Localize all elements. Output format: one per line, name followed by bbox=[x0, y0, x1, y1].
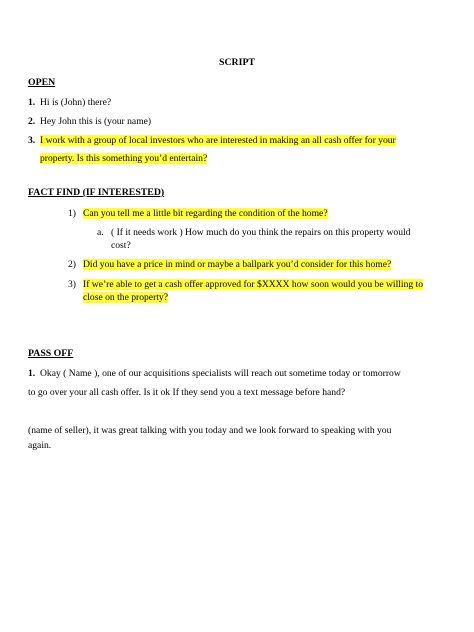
highlight: property. Is this something you’d entertain? bbox=[40, 153, 208, 164]
fact-item-2-text bbox=[83, 258, 391, 271]
section-heading-pass-off: PASS OFF bbox=[28, 348, 74, 359]
open-item-3-line-1 bbox=[40, 134, 396, 147]
fact-item-3-number: 3) bbox=[68, 279, 76, 290]
highlight: Did you have a price in mind or maybe a ballpark you’d consider for this home? bbox=[83, 259, 392, 270]
open-item-1-text: Hi is (John) there? bbox=[40, 97, 112, 108]
highlight: I work with a group of local investors who are interested in making an all cash offer for your bbox=[40, 135, 396, 146]
open-item-3-number: 3. bbox=[28, 135, 36, 146]
pass-off-item-number: 1. bbox=[28, 368, 36, 379]
section-heading-fact-find: FACT FIND (IF INTERESTED) bbox=[28, 187, 165, 198]
section-heading-open: OPEN bbox=[28, 77, 56, 88]
open-item-3-line-2 bbox=[40, 152, 207, 165]
closing-line-2: again. bbox=[28, 440, 52, 451]
closing-line-1: (name of seller), it was great talking with you today and we look forward to speaking with you bbox=[28, 425, 392, 436]
open-item-1-number: 1. bbox=[28, 97, 36, 108]
fact-subitem-a-line-2: cost? bbox=[111, 240, 131, 251]
fact-item-3-line-2 bbox=[83, 291, 168, 304]
fact-subitem-a-line-1: ( If it needs work ) How much do you think the repairs on this property would bbox=[111, 227, 411, 238]
highlight: Can you tell me a little bit regarding the condition of the home? bbox=[83, 208, 328, 219]
pass-off-item-line-2: to go over your all cash offer. Is it ok If they send you a text message before hand? bbox=[28, 387, 346, 398]
pass-off-item-line-1: Okay ( Name ), one of our acquisitions specialists will reach out sometime today or tomorrow bbox=[40, 368, 401, 379]
open-item-2-text: Hey John this is (your name) bbox=[40, 116, 152, 127]
fact-subitem-a-number: a. bbox=[97, 227, 104, 238]
open-item-2-number: 2. bbox=[28, 116, 36, 127]
fact-item-1-text bbox=[83, 207, 328, 220]
fact-item-1-number: 1) bbox=[68, 208, 76, 219]
fact-item-3-line-1 bbox=[83, 278, 423, 291]
document-title: SCRIPT bbox=[219, 57, 255, 68]
fact-item-2-number: 2) bbox=[68, 259, 76, 270]
highlight: If we’re able to get a cash offer approved for $XXXX how soon would you be willing to bbox=[83, 279, 424, 290]
highlight: close on the property? bbox=[83, 292, 168, 303]
